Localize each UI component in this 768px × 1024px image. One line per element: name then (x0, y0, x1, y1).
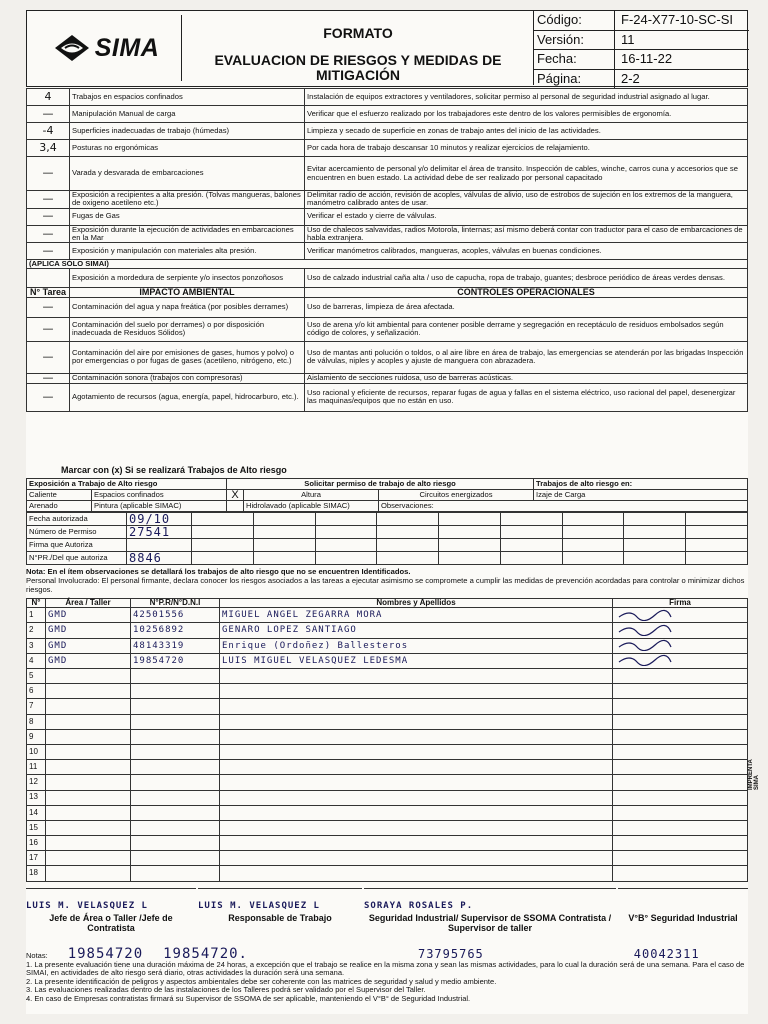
area-cell[interactable] (46, 866, 131, 881)
area-cell[interactable] (46, 775, 131, 790)
permit-header: Solicitar permiso de trabajo de alto riesgo (227, 479, 534, 490)
empty-cell[interactable] (192, 513, 254, 526)
control-cell: Instalación de equipos extractores y ventiladores, solicitar permiso al personal de seguridad industrial asignado al lugar. (305, 89, 748, 106)
task-number: — (27, 225, 70, 243)
hazard-cell: Superficies inadecuadas de trabajo (húmedas) (70, 123, 305, 140)
meta-row (533, 31, 749, 51)
control-cell: Verificar que el esfuerzo realizado por los trabajadores este dentro de los valores permisibles de ergonomía. (305, 106, 748, 123)
empty-cell[interactable] (562, 552, 624, 565)
hand-number-4: 40042311 (633, 947, 700, 961)
signature-role: Responsable de Trabajo (228, 913, 332, 923)
hazard-cell: Manipulación Manual de carga (70, 106, 305, 123)
row-number: 14 (27, 805, 46, 820)
area-cell[interactable] (46, 760, 131, 775)
logo-text: SIMA (94, 33, 160, 62)
signature-cell[interactable] (613, 729, 748, 744)
signature-scribble (615, 609, 675, 621)
dni-cell[interactable] (131, 836, 220, 851)
empty-cell[interactable] (253, 513, 315, 526)
format-label: FORMATO (323, 25, 393, 41)
control-cell: Verificar manómetros calibrados, mangueras, acoples, válvulas en buenas condiciones. (305, 243, 748, 260)
table-row (27, 191, 748, 209)
meta-key: Código: (533, 11, 615, 30)
empty-cell[interactable] (624, 526, 686, 539)
personnel-row (27, 714, 748, 729)
row-number: 5 (27, 669, 46, 684)
personnel-col-header: Área / Taller (46, 599, 131, 608)
name-cell[interactable] (220, 699, 613, 714)
table-row (27, 269, 748, 288)
name-cell[interactable] (220, 760, 613, 775)
footer-note: 4. En caso de Empresas contratistas firmará su Supervisor de SSOMA de ser aplicable, manteniendo el V°B° de Seguridad Industrial. (26, 993, 471, 1003)
hazard-cell: Contaminación del agua y napa freática (por posibles derrames) (70, 297, 305, 317)
personnel-col-header: N° (27, 599, 46, 608)
empty-cell[interactable] (377, 552, 439, 565)
footer-note: 2. La presente identificación de peligros y aspectos ambientales debe ser coherente con las matrices de seguridad y salud y medio ambiente. (26, 976, 497, 986)
name-cell[interactable] (220, 729, 613, 744)
personnel-row (27, 775, 748, 790)
dni-cell[interactable]: 10256892 (131, 623, 220, 638)
dni-cell[interactable] (131, 714, 220, 729)
area-cell[interactable] (46, 851, 131, 866)
area-cell[interactable] (46, 744, 131, 759)
meta-row (533, 70, 749, 89)
hand-number-2: 19854720. (163, 946, 248, 962)
footer-note: 1. La presente evaluación tiene una duración máxima de 24 horas, a excepción que el trabajo se realice en la misma zona y sean las mismas actividades, para lo cual la duración será de una semana. Para el caso de SIMAI, en actividades de alto riesgo será diario, otras actividades la duración será una semana. (26, 959, 745, 978)
exposure-header: Exposición a Trabajo de Alto riesgo (27, 479, 227, 490)
works-header: Trabajos de alto riesgo en: (534, 479, 748, 490)
hazard-cell: Exposición durante la ejecución de actividades en embarcaciones en la Mar (70, 225, 305, 243)
empty-cell[interactable] (500, 526, 562, 539)
opt-izaje[interactable]: Izaje de Carga (534, 490, 748, 501)
simai-label: (APLICA SÓLO SIMAI) (27, 260, 748, 269)
dni-cell[interactable] (131, 699, 220, 714)
hazard-cell: Agotamiento de recursos (agua, energía, papel, hidrocarburo, etc.). (70, 383, 305, 411)
control-cell: Aislamiento de secciones ruidosa, uso de barreras acústicas. (305, 373, 748, 383)
signature-cell[interactable] (613, 623, 748, 638)
empty-cell[interactable] (500, 552, 562, 565)
area-cell[interactable]: GMD (46, 608, 131, 623)
empty-cell[interactable] (377, 526, 439, 539)
empty-cell[interactable] (624, 539, 686, 552)
control-cell: Uso de chalecos salvavidas, radios Motorola, linternas; así mismo deberá contar con traductor para el caso de embarcaciones de habla extranjera. (305, 225, 748, 243)
signature-cell[interactable] (613, 836, 748, 851)
row-number: 10 (27, 744, 46, 759)
row-number: 17 (27, 851, 46, 866)
empty-cell[interactable] (192, 526, 254, 539)
control-cell: Uso racional y eficiente de recursos, reparar fugas de agua y fallas en el sistema eléctrico, uso racional del papel, desenergizar las maquinas/equipos que no están en uso. (305, 383, 748, 411)
personnel-row (27, 699, 748, 714)
signature-role: Seguridad Industrial/ Supervisor de SSOMA Contratista / Supervisor de taller (368, 913, 612, 933)
personnel-row (27, 836, 748, 851)
signature-name: LUIS M. VELASQUEZ L (198, 901, 320, 911)
empty-cell[interactable] (377, 513, 439, 526)
control-cell: Uso de barreras, limpieza de área afectada. (305, 297, 748, 317)
permit-field-row (27, 552, 748, 565)
dni-cell[interactable] (131, 744, 220, 759)
table-row (27, 383, 748, 411)
personnel-row (27, 805, 748, 820)
simai-row (27, 260, 748, 269)
table-row (27, 140, 748, 157)
row-number: 1 (27, 608, 46, 623)
opt-arenado[interactable]: Arenado (27, 501, 92, 512)
hazard-cell: Fugas de Gas (70, 208, 305, 225)
control-cell: Por cada hora de trabajo descansar 10 minutos y realizar ejercicios de relajamiento. (305, 140, 748, 157)
empty-cell[interactable] (315, 539, 377, 552)
personnel-row (27, 653, 748, 668)
signature-name: SORAYA ROSALES P. (364, 901, 474, 911)
personnel-row (27, 851, 748, 866)
personnel-row (27, 608, 748, 623)
signature-cell[interactable] (613, 760, 748, 775)
empty-cell[interactable] (500, 539, 562, 552)
form-title: EVALUACION DE RIESGOS Y MEDIDAS DE MITIGACIÓN (214, 52, 502, 83)
name-cell[interactable]: Enrique (Ordoñez) Ballesteros (220, 638, 613, 653)
control-cell: Verificar el estado y cierre de válvulas. (305, 208, 748, 225)
area-cell[interactable] (46, 836, 131, 851)
permit-field-row (27, 539, 748, 552)
name-cell[interactable] (220, 805, 613, 820)
row-number: 12 (27, 775, 46, 790)
area-cell[interactable] (46, 684, 131, 699)
task-number: — (27, 157, 70, 191)
area-cell[interactable] (46, 820, 131, 835)
task-number: — (27, 383, 70, 411)
hazard-cell: Varada y desvarada de embarcaciones (70, 157, 305, 191)
table-row (27, 123, 748, 140)
row-number: 6 (27, 684, 46, 699)
table-row (27, 106, 748, 123)
control-cell: Uso de arena y/o kit ambiental para contener posible derrame y segregación en receptáculo de residuos embolsados según código de colores, y señalización. (305, 317, 748, 341)
row-number: 15 (27, 820, 46, 835)
area-cell[interactable] (46, 805, 131, 820)
area-cell[interactable]: GMD (46, 638, 131, 653)
permit-field-value[interactable]: 09/10 (127, 513, 192, 526)
table-row (27, 341, 748, 373)
empty-cell[interactable] (439, 552, 501, 565)
personnel-col-header: Firma (613, 599, 748, 608)
area-cell[interactable] (46, 669, 131, 684)
empty-cell[interactable] (253, 539, 315, 552)
empty-cell[interactable] (315, 526, 377, 539)
dni-cell[interactable] (131, 669, 220, 684)
name-cell[interactable] (220, 714, 613, 729)
table-row (27, 243, 748, 260)
meta-key: Versión: (533, 31, 615, 50)
control-cell: Limpieza y secado de superficie en zonas de trabajo antes del inicio de las actividades. (305, 123, 748, 140)
permit-field-label: Número de Permiso (27, 526, 127, 539)
opt-caliente[interactable]: Caliente (27, 490, 92, 501)
meta-value: 11 (621, 31, 635, 47)
personnel-col-header: Nombres y Apellidos (220, 599, 613, 608)
dni-cell[interactable]: 42501556 (131, 608, 220, 623)
control-cell: Uso de mantas anti polución o toldos, o al aire libre en área de trabajo, las emergencias se atenderán por las brigadas Inspección de válvulas, niples y acoples y ajuste de manguera con abrazadera. (305, 341, 748, 373)
high-risk-table (26, 478, 748, 512)
permit-field-label: Fecha autorizada (27, 513, 127, 526)
name-cell[interactable] (220, 744, 613, 759)
permit-field-row (27, 513, 748, 526)
hazard-cell: Contaminación sonora (trabajos con compresoras) (70, 373, 305, 383)
document-meta (533, 11, 749, 88)
footer-note: 3. Las evaluaciones realizadas dentro de las instalaciones de los Talleres podrá ser validado por el Supervisor del Taller. (26, 985, 426, 995)
row-number: 8 (27, 714, 46, 729)
personal-text: Personal Involucrado: El personal firmante, declara conocer los riesgos asociados a las tareas a ejecutar asimismo se compromete a cumplir las medidas de prevención acordadas para controlar o minimizar dichos riesgos. (26, 576, 745, 594)
empty-cell[interactable] (192, 552, 254, 565)
table-row (27, 317, 748, 341)
opt-pintura[interactable]: Pintura (aplicable SIMAC) (92, 501, 227, 512)
signature-cell[interactable] (613, 608, 748, 623)
personnel-row (27, 729, 748, 744)
personnel-table (26, 598, 748, 882)
personnel-header (27, 599, 748, 608)
name-cell[interactable] (220, 836, 613, 851)
personnel-row (27, 623, 748, 638)
hand-number-3: 73795765 (417, 947, 484, 961)
observaciones-label: Observaciones: (379, 501, 748, 512)
signature-cell[interactable] (613, 820, 748, 835)
signature-box[interactable] (26, 888, 196, 947)
footer-notes (26, 946, 748, 1004)
dni-cell[interactable] (131, 684, 220, 699)
task-number: — (27, 317, 70, 341)
table-row (27, 373, 748, 383)
meta-value: 16-11-22 (621, 51, 673, 66)
empty-cell[interactable] (253, 552, 315, 565)
opt-circuitos[interactable]: Circuitos energizados (379, 490, 534, 501)
side-print-label: IMPRENTA SIMA (748, 759, 760, 790)
opt-hidrolavado[interactable]: Hidrolavado (aplicable SIMAC) (244, 501, 379, 512)
personnel-row (27, 790, 748, 805)
empty-cell[interactable] (624, 552, 686, 565)
area-cell[interactable] (46, 714, 131, 729)
signature-cell[interactable] (613, 775, 748, 790)
meta-row (533, 50, 749, 70)
personnel-row (27, 684, 748, 699)
empty-cell[interactable] (500, 513, 562, 526)
risk-table (26, 88, 748, 412)
table-row (27, 225, 748, 243)
empty-cell[interactable] (686, 552, 748, 565)
nota-text: Nota: En el ítem observaciones se detallará los trabajos de alto riesgo que no se encuentren Identificados. (26, 567, 411, 576)
empty-cell[interactable] (192, 539, 254, 552)
signature-cell[interactable] (613, 669, 748, 684)
signature-name (618, 889, 748, 913)
hazard-cell: Exposición a mordedura de serpiente y/o insectos ponzoñosos (70, 269, 305, 288)
permit-field-label: N°PR./Del que autoriza (27, 552, 127, 565)
meta-value: F-24-X77-10-SC-SI (621, 12, 733, 27)
name-cell[interactable] (220, 820, 613, 835)
empty-cell[interactable] (686, 513, 748, 526)
dni-cell[interactable] (131, 820, 220, 835)
dni-cell[interactable] (131, 866, 220, 881)
dni-cell[interactable]: 48143319 (131, 638, 220, 653)
task-number: — (27, 106, 70, 123)
row-number: 16 (27, 836, 46, 851)
signature-name: LUIS M. VELASQUEZ L (26, 901, 148, 911)
signature-scribble (615, 639, 675, 651)
hazard-cell: Posturas no ergonómicas (70, 140, 305, 157)
personnel-row (27, 820, 748, 835)
task-number: — (27, 191, 70, 209)
signature-section (26, 888, 748, 948)
meta-row (533, 11, 749, 31)
empty-cell[interactable] (686, 526, 748, 539)
control-cell: Uso de calzado industrial caña alta / uso de capucha, ropa de trabajo, guantes; desbroce periódico de áreas verdes densas. (305, 269, 748, 288)
empty-cell[interactable] (562, 526, 624, 539)
signature-role: V°B° Seguridad Industrial (628, 913, 738, 923)
signature-cell[interactable] (613, 851, 748, 866)
control-cell: Delimitar radio de acción, revisión de acoples, válvulas de alivio, uso de estrobos de sujeción en los extremos de la manguera, manómetro calibrado antes de usar. (305, 191, 748, 209)
personnel-row (27, 669, 748, 684)
personnel-row (27, 760, 748, 775)
dni-cell[interactable] (131, 775, 220, 790)
signature-cell[interactable] (613, 744, 748, 759)
opt-espacios[interactable]: Espacios confinados (92, 490, 227, 501)
permit-field-label: Firma que Autoriza (27, 539, 127, 552)
empty-cell[interactable] (315, 552, 377, 565)
empty-cell[interactable] (315, 513, 377, 526)
high-risk-section (26, 465, 748, 594)
name-cell[interactable] (220, 775, 613, 790)
signature-cell[interactable] (613, 684, 748, 699)
table-row (27, 157, 748, 191)
area-cell[interactable] (46, 790, 131, 805)
meta-key: Página: (533, 70, 615, 89)
signature-cell[interactable] (613, 790, 748, 805)
name-cell[interactable] (220, 851, 613, 866)
task-number: — (27, 373, 70, 383)
permit-field-value[interactable]: 27541 (127, 526, 192, 539)
hazard-cell: Contaminación del aire por emisiones de gases, humos y polvo) o por emergencias o por fugas de gases (acetileno, nitrógeno, etc.) (70, 341, 305, 373)
name-cell[interactable]: LUIS MIGUEL VELASQUEZ LEDESMA (220, 653, 613, 668)
control-cell: Evitar acercamiento de personal y/o delimitar el área de transito. Inspección de cables, winche, carros cuna y accesorios que se encuentren en buen estado. La actividad debe de ser realizado por personal capacitado (305, 157, 748, 191)
area-cell[interactable]: GMD (46, 653, 131, 668)
empty-cell[interactable] (624, 513, 686, 526)
hazard-cell: Contaminación del suelo por derrames) o por disposición inadecuada de Residuos Sólidos) (70, 317, 305, 341)
hazard-cell: Exposición a recipientes a alta presión. (Tolvas mangueras, balones de oxigeno acetileno etc.) (70, 191, 305, 209)
signature-scribble (615, 654, 675, 666)
task-number: — (27, 297, 70, 317)
name-cell[interactable] (220, 684, 613, 699)
row-number: 3 (27, 638, 46, 653)
row-number: 4 (27, 653, 46, 668)
signature-cell[interactable] (613, 805, 748, 820)
name-cell[interactable]: MIGUEL ANGEL ZEGARRA MORA (220, 608, 613, 623)
empty-cell[interactable] (439, 526, 501, 539)
task-number: — (27, 208, 70, 225)
form-page (26, 10, 748, 1014)
hand-number-1: 19854720 (67, 946, 144, 962)
permit-field-row (27, 526, 748, 539)
opt-altura[interactable]: Altura (244, 490, 379, 501)
row-number: 18 (27, 866, 46, 881)
hazard-cell: Exposición y manipulación con materiales alta presión. (70, 243, 305, 260)
env-header-c: CONTROLES OPERACIONALES (305, 288, 748, 297)
personnel-row (27, 744, 748, 759)
signature-cell[interactable] (613, 866, 748, 881)
task-number: 4 (27, 89, 70, 106)
table-row (27, 297, 748, 317)
signature-role: Jefe de Área o Taller /Jefe de Contratista (49, 913, 173, 933)
row-number: 7 (27, 699, 46, 714)
area-cell[interactable] (46, 729, 131, 744)
hazard-cell: Trabajos en espacios confinados (70, 89, 305, 106)
empty-cell[interactable] (562, 539, 624, 552)
task-number: -4 (27, 123, 70, 140)
personnel-col-header: N°P.R/N°D.N.I (131, 599, 220, 608)
personnel-row (27, 638, 748, 653)
permit-fields (26, 512, 748, 565)
meta-value: 2-2 (621, 70, 640, 86)
area-cell[interactable] (46, 699, 131, 714)
signature-cell[interactable] (613, 714, 748, 729)
env-header-t: IMPACTO AMBIENTAL (70, 288, 305, 297)
meta-key: Fecha: (533, 50, 615, 69)
dni-cell[interactable] (131, 790, 220, 805)
signature-box[interactable] (198, 888, 362, 947)
permit-field-value[interactable]: 8846 (127, 552, 192, 565)
sima-logo-icon (53, 33, 91, 63)
empty-cell[interactable] (439, 539, 501, 552)
signature-box[interactable] (364, 888, 616, 947)
form-header (26, 10, 748, 87)
signature-box[interactable] (618, 888, 748, 947)
empty-cell[interactable] (439, 513, 501, 526)
empty-cell[interactable] (253, 526, 315, 539)
dni-cell[interactable]: 19854720 (131, 653, 220, 668)
row-number: 13 (27, 790, 46, 805)
dni-cell[interactable] (131, 760, 220, 775)
task-number: — (27, 243, 70, 260)
name-cell[interactable]: GENARO LOPEZ SANTIAGO (220, 623, 613, 638)
task-number: 3,4 (27, 140, 70, 157)
task-number (27, 269, 70, 288)
row-number: 11 (27, 760, 46, 775)
signature-cell[interactable] (613, 653, 748, 668)
signature-cell[interactable] (613, 638, 748, 653)
dni-cell[interactable] (131, 851, 220, 866)
notes-label: Notas: (26, 951, 48, 960)
empty-cell[interactable] (562, 513, 624, 526)
personnel-row (27, 866, 748, 881)
row-number: 9 (27, 729, 46, 744)
name-cell[interactable] (220, 669, 613, 684)
signature-cell[interactable] (613, 699, 748, 714)
env-header-row (27, 288, 748, 297)
env-header-n: N° Tarea (27, 288, 70, 297)
checkbox-mark[interactable]: X (227, 490, 244, 501)
name-cell[interactable] (220, 790, 613, 805)
dni-cell[interactable] (131, 805, 220, 820)
empty-cell[interactable] (377, 539, 439, 552)
name-cell[interactable] (220, 866, 613, 881)
mark-instruction: Marcar con (x) Si se realizará Trabajos de Alto riesgo (61, 465, 287, 475)
empty-cell[interactable] (686, 539, 748, 552)
area-cell[interactable]: GMD (46, 623, 131, 638)
task-number: — (27, 341, 70, 373)
table-row (27, 89, 748, 106)
signature-scribble (615, 624, 675, 636)
row-number: 2 (27, 623, 46, 638)
dni-cell[interactable] (131, 729, 220, 744)
permit-field-value[interactable] (127, 539, 192, 552)
table-row (27, 208, 748, 225)
sima-logo (31, 15, 182, 81)
